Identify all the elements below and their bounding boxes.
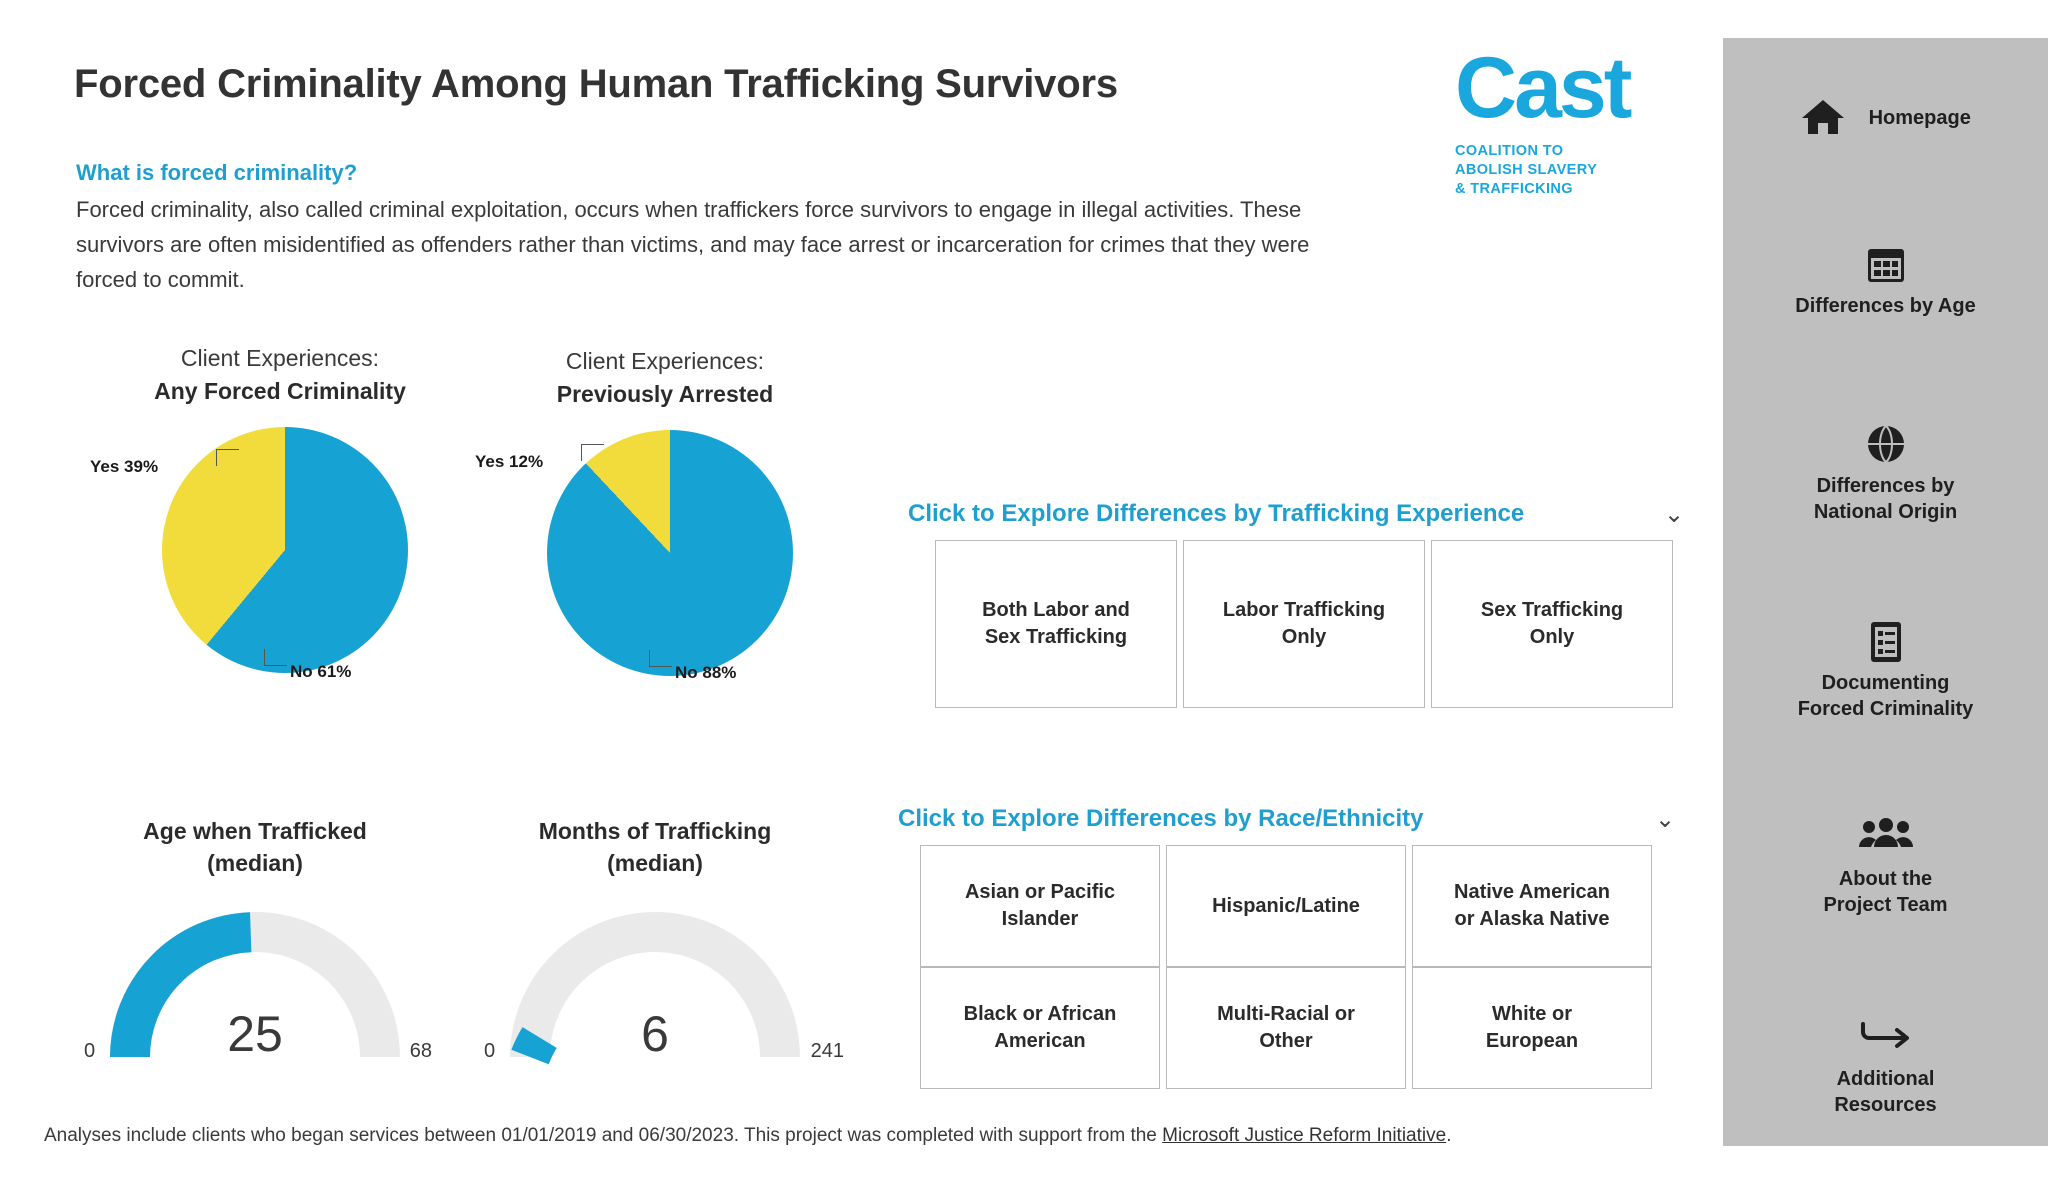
sidebar-item-differences-by-age[interactable] — [1723, 243, 2048, 319]
pie2-label-yes: Yes 12% — [475, 452, 544, 471]
gauge1-caption-line2: (median) — [207, 850, 303, 876]
tile-line2: Islander — [1001, 908, 1079, 930]
pie1-leader-no — [264, 649, 287, 666]
tile-line1: White or — [1492, 1003, 1572, 1025]
gauge1-value: 25 — [227, 1006, 283, 1062]
tile-line2: Other — [1259, 1030, 1313, 1052]
tile-line1: Sex Trafficking — [1480, 599, 1624, 621]
pie1-graphic — [90, 427, 460, 681]
sidebar-item-label-line2: Forced Criminality — [1797, 698, 1974, 720]
home-icon — [1800, 96, 1846, 140]
race-ethnicity-filter-tiles — [920, 845, 1658, 1089]
pie-chart-any-forced-criminality — [90, 345, 460, 681]
tile-line1: Multi-Racial or — [1217, 1003, 1355, 1025]
people-icon — [1723, 816, 2048, 860]
footer-note — [44, 1125, 1451, 1147]
sidebar-item-label: Homepage — [1868, 107, 1971, 129]
sidebar-item-label-line1: About the — [1838, 868, 1933, 890]
sidebar-item-label: Differences by Age — [1795, 295, 1976, 317]
tile-native-american-or-alaska-native[interactable] — [1412, 845, 1652, 967]
tile-line1: Labor Trafficking — [1222, 599, 1386, 621]
tile-black-or-african-american[interactable] — [920, 967, 1160, 1089]
pie2-leader-yes — [581, 444, 604, 461]
gauge2-max: 241 — [810, 1040, 844, 1062]
pie2-caption-line1: Client Experiences: — [565, 348, 765, 374]
gauge-age-when-trafficked — [84, 815, 432, 1067]
tile-line2: Only — [1281, 626, 1327, 648]
tile-both-labor-and-sex-trafficking[interactable] — [935, 540, 1177, 708]
definition-paragraph: Forced criminality, also called criminal exploitation, occurs when traffickers force survivors to engage in illegal activities. These survivors are often misidentified as offenders rather than victims, and may face arrest or incarceration for crimes that they were forced to commit. — [76, 197, 1310, 292]
sidebar-item-label-line2: Project Team — [1823, 894, 1948, 916]
tile-line2: Only — [1529, 626, 1575, 648]
sidebar-item-label-line1: Differences by — [1816, 475, 1955, 497]
sidebar-item-label-line2: National Origin — [1813, 501, 1958, 523]
calendar-icon — [1723, 243, 2048, 287]
logo-tagline-line2: ABOLISH SLAVERY — [1455, 162, 1598, 178]
sidebar-item-label-line1: Documenting — [1821, 672, 1950, 694]
gauge1-caption-line1: Age when Trafficked — [143, 818, 367, 844]
tile-line1: Both Labor and — [982, 599, 1130, 621]
sidebar-item-about-the-project-team[interactable] — [1723, 816, 2048, 918]
pie1-slices[interactable] — [162, 427, 408, 673]
footer-link-microsoft-justice-reform-initiative[interactable]: Microsoft Justice Reform Initiative — [1162, 1125, 1447, 1146]
gauge1-min: 0 — [84, 1040, 96, 1062]
gauge2-caption-line1: Months of Trafficking — [538, 818, 772, 844]
gauge2-graphic[interactable] — [484, 897, 844, 1067]
gauge2-value: 6 — [641, 1006, 669, 1062]
tile-hispanic-latine[interactable] — [1166, 845, 1406, 967]
logo-tagline — [1455, 142, 1705, 199]
tile-line2: or Alaska Native — [1454, 908, 1610, 930]
logo-wordmark: Cast — [1455, 40, 1630, 136]
pie2-slices[interactable] — [547, 430, 793, 676]
logo-tagline-line3: & TRAFFICKING — [1455, 181, 1573, 197]
tile-line2: American — [994, 1030, 1086, 1052]
section-subheading: What is forced criminality? — [76, 160, 358, 185]
gauge2-min: 0 — [484, 1040, 496, 1062]
sidebar-item-documenting-forced-criminality[interactable] — [1723, 620, 2048, 722]
gauge1-max: 68 — [409, 1040, 432, 1062]
arrow-right-icon — [1723, 1016, 2048, 1060]
globe-icon — [1723, 423, 2048, 467]
sidebar-item-homepage[interactable] — [1723, 96, 2048, 140]
tile-line2: Sex Trafficking — [984, 626, 1128, 648]
pie-chart-previously-arrested — [475, 348, 845, 682]
tile-asian-or-pacific-islander[interactable] — [920, 845, 1160, 967]
tile-multi-racial-or-other[interactable] — [1166, 967, 1406, 1089]
tile-line1: Asian or Pacific — [964, 881, 1116, 903]
pie1-caption-line1: Client Experiences: — [180, 345, 380, 371]
explore-trafficking-heading[interactable]: Click to Explore Differences by Trafficking Experience — [908, 500, 1525, 527]
tile-line2: European — [1485, 1030, 1579, 1052]
gauge2-caption-line2: (median) — [607, 850, 703, 876]
tile-sex-trafficking-only[interactable] — [1431, 540, 1673, 708]
pie2-caption-line2: Previously Arrested — [556, 381, 774, 407]
pie1-label-no: No 61% — [290, 662, 352, 681]
tile-line1: Hispanic/Latine — [1212, 894, 1360, 917]
sidebar-navigation — [1723, 38, 2048, 1146]
sidebar-item-label-line1: Additional — [1836, 1068, 1935, 1090]
gauge-months-of-trafficking — [484, 815, 844, 1067]
pie2-graphic — [475, 430, 845, 682]
footer-text-end: . — [1446, 1125, 1452, 1146]
chevron-down-icon[interactable]: ⌄ — [1664, 501, 1685, 528]
tile-labor-trafficking-only[interactable] — [1183, 540, 1425, 708]
document-icon — [1723, 620, 2048, 664]
tile-line1: Black or African — [963, 1003, 1117, 1025]
page-title: Forced Criminality Among Human Trafficking Survivors — [74, 62, 1118, 106]
pie1-label-yes: Yes 39% — [90, 457, 159, 476]
pie2-label-no: No 88% — [675, 663, 737, 682]
sidebar-item-differences-by-national-origin[interactable] — [1723, 423, 2048, 525]
sidebar-item-additional-resources[interactable] — [1723, 1016, 2048, 1118]
tile-white-or-european[interactable] — [1412, 967, 1652, 1089]
cast-logo — [1455, 40, 1705, 199]
chevron-down-icon[interactable]: ⌄ — [1655, 806, 1676, 833]
trafficking-experience-filter-tiles — [935, 540, 1679, 708]
pie1-caption-line2: Any Forced Criminality — [154, 378, 406, 404]
explore-race-heading[interactable]: Click to Explore Differences by Race/Ethnicity — [898, 805, 1424, 832]
gauge1-graphic[interactable] — [84, 897, 432, 1067]
logo-tagline-line1: COALITION TO — [1455, 143, 1564, 159]
sidebar-item-label-line2: Resources — [1834, 1094, 1937, 1116]
footer-text: Analyses include clients who began services between 01/01/2019 and 06/30/2023. This project was completed with support from the — [44, 1125, 1163, 1146]
tile-line1: Native American — [1454, 881, 1610, 903]
pie2-leader-no — [649, 650, 672, 667]
pie1-leader-yes — [216, 449, 239, 466]
